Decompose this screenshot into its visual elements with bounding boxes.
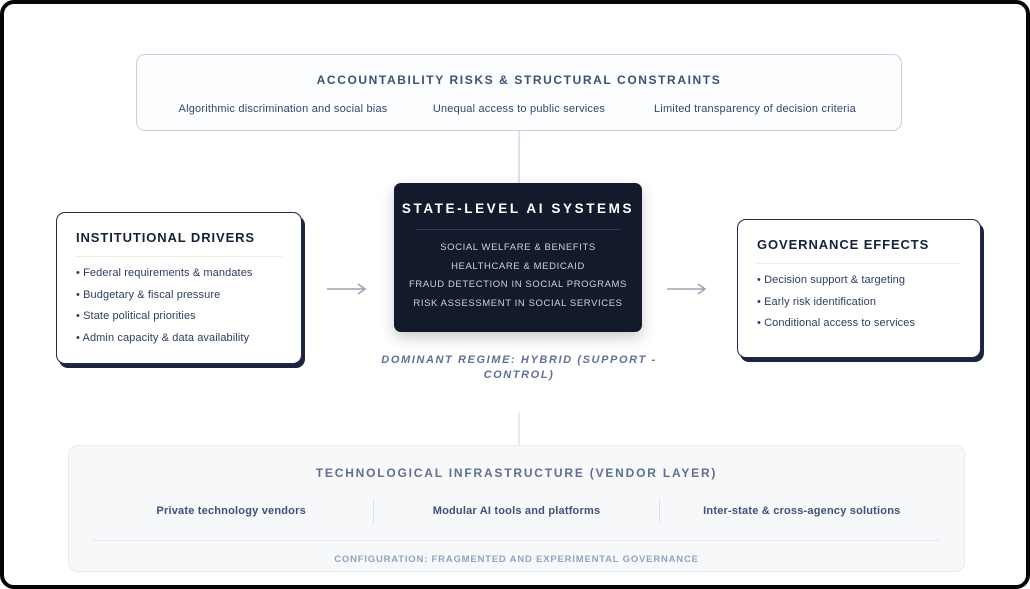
arrow-right-icon [665,280,711,298]
list-item: • Early risk identification [757,296,961,308]
configuration-caption: CONFIGURATION: FRAGMENTED AND EXPERIMENTAL GOVERNANCE [334,554,699,565]
ai-system-item: SOCIAL WELFARE & BENEFITS [440,242,596,253]
list-item: • Budgetary & fiscal pressure [76,289,282,301]
accountability-item: Algorithmic discrimination and social bias [178,103,388,115]
arrow-right-icon [325,280,371,298]
connector-line-top [518,131,520,183]
state-level-ai-systems-title: STATE-LEVEL AI SYSTEMS [401,201,635,216]
accountability-item: Unequal access to public services [432,103,606,115]
accountability-risks-title: ACCOUNTABILITY RISKS & STRUCTURAL CONSTRAINTS [316,73,722,87]
dominant-regime-caption: DOMINANT REGIME: HYBRID (SUPPORT - CONTROL) [381,354,657,381]
list-item: • Conditional access to services [757,317,961,329]
infrastructure-columns [69,499,964,523]
list-item: • Federal requirements & mandates [76,267,282,279]
divider [757,263,961,264]
ai-system-item: RISK ASSESSMENT IN SOCIAL SERVICES [413,297,623,309]
technological-infrastructure-title: TECHNOLOGICAL INFRASTRUCTURE (VENDOR LAYER) [315,466,718,480]
institutional-drivers-list [76,267,282,344]
divider [93,540,940,541]
institutional-drivers-box [56,212,302,364]
governance-effects-title: GOVERNANCE EFFECTS [757,237,930,252]
connector-line-bottom [518,412,520,445]
accountability-risks-box [136,54,902,131]
technological-infrastructure-box [68,445,965,572]
list-item: • Decision support & targeting [757,274,961,286]
ai-system-item: FRAUD DETECTION IN SOCIAL PROGRAMS [409,279,627,290]
infrastructure-column: Private technology vendors [156,505,306,517]
infrastructure-column: Inter-state & cross-agency solutions [703,505,901,517]
accountability-item: Limited transparency of decision criteria [653,103,856,115]
list-item: • State political priorities [76,310,282,322]
divider [76,256,282,257]
divider [416,229,620,230]
institutional-drivers-title: INSTITUTIONAL DRIVERS [76,230,256,245]
state-level-ai-systems-box [394,183,642,332]
governance-effects-list [757,274,961,329]
infrastructure-column: Modular AI tools and platforms [432,505,601,517]
ai-system-item: HEALTHCARE & MEDICAID [451,260,585,272]
accountability-risks-items [137,103,901,115]
list-item: • Admin capacity & data availability [76,332,282,344]
governance-effects-box [737,219,981,358]
